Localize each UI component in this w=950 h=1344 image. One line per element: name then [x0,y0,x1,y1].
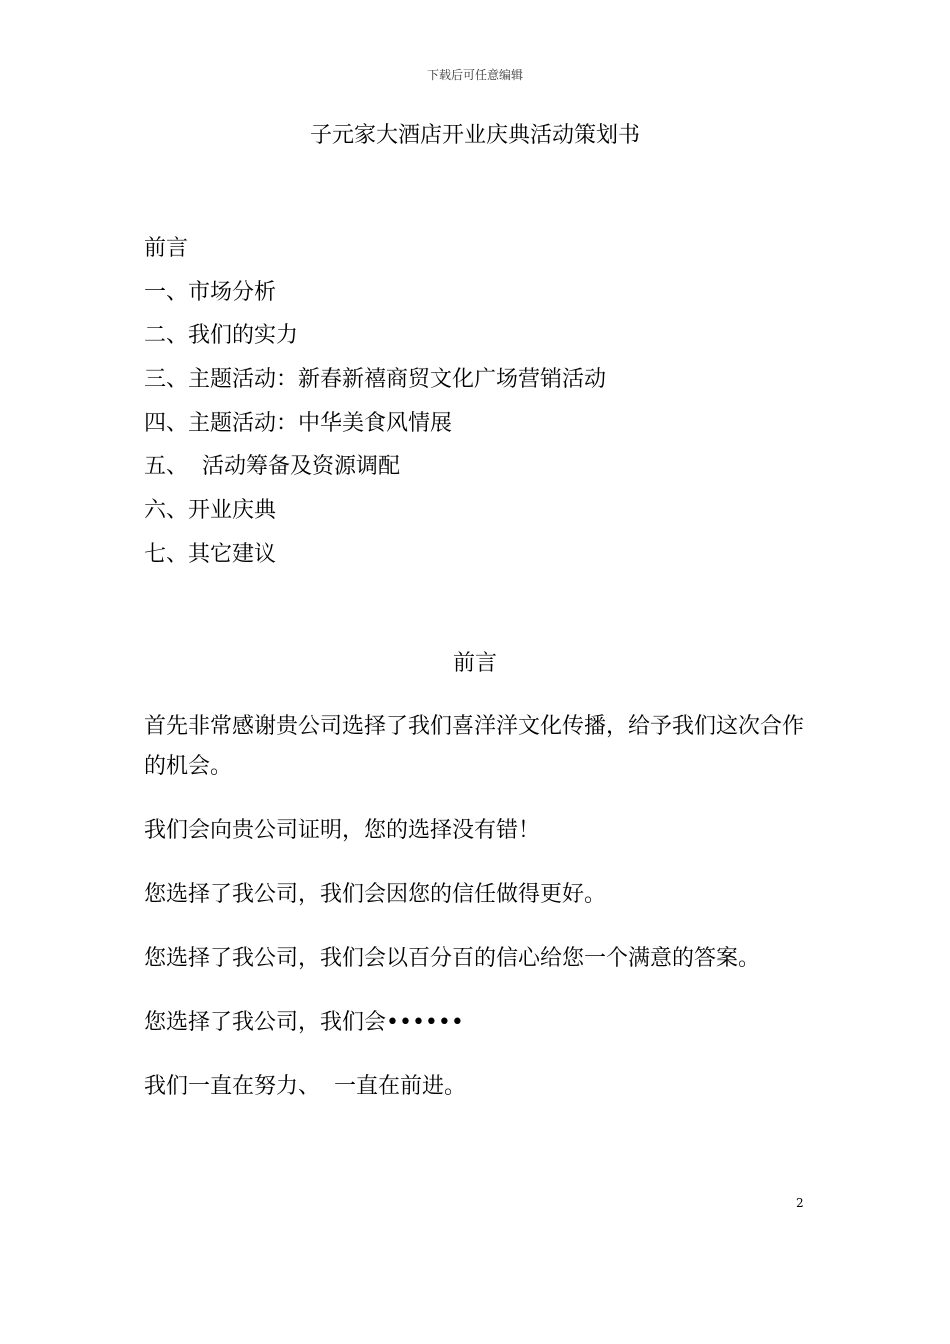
toc-item-opening-ceremony: 六、开业庆典 [144,498,277,524]
table-of-contents [144,232,824,582]
document-title: 子元家大酒店开业庆典活动策划书 [309,123,640,148]
preface-paragraph: 我们会向贵公司证明，您的选择没有错！ [144,818,541,843]
preface-paragraph: 首先非常感谢贵公司选择了我们喜洋洋文化传播，给予我们这次合作的机会。 [144,714,805,779]
toc-item-theme-activity-2: 四、主题活动：中华美食风情展 [144,410,453,436]
toc-item-our-strength: 二、我们的实力 [144,323,299,349]
preface-paragraph: 您选择了我公司，我们会•••••• [144,1010,464,1035]
preface-paragraph: 您选择了我公司，我们会因您的信任做得更好。 [144,882,607,907]
toc-item-preface: 前言 [144,236,189,261]
toc-item-theme-activity-1: 三、主题活动：新春新禧商贸文化广场营销活动 [144,367,607,393]
toc-item-market-analysis: 一、市场分析 [144,279,277,305]
preface-heading: 前言 [452,651,497,676]
header-note: 下载后可任意编辑 [426,68,523,82]
preface-paragraph: 我们一直在努力、 一直在前进。 [144,1074,466,1099]
toc-item-other-suggestions: 七、其它建议 [144,541,277,567]
toc-item-preparation: 五、 活动筹备及资源调配 [144,454,400,480]
page-number: 2 [796,1196,804,1210]
preface-paragraph: 您选择了我公司，我们会以百分百的信心给您一个满意的答案。 [144,946,761,971]
preface-body [144,707,804,1107]
